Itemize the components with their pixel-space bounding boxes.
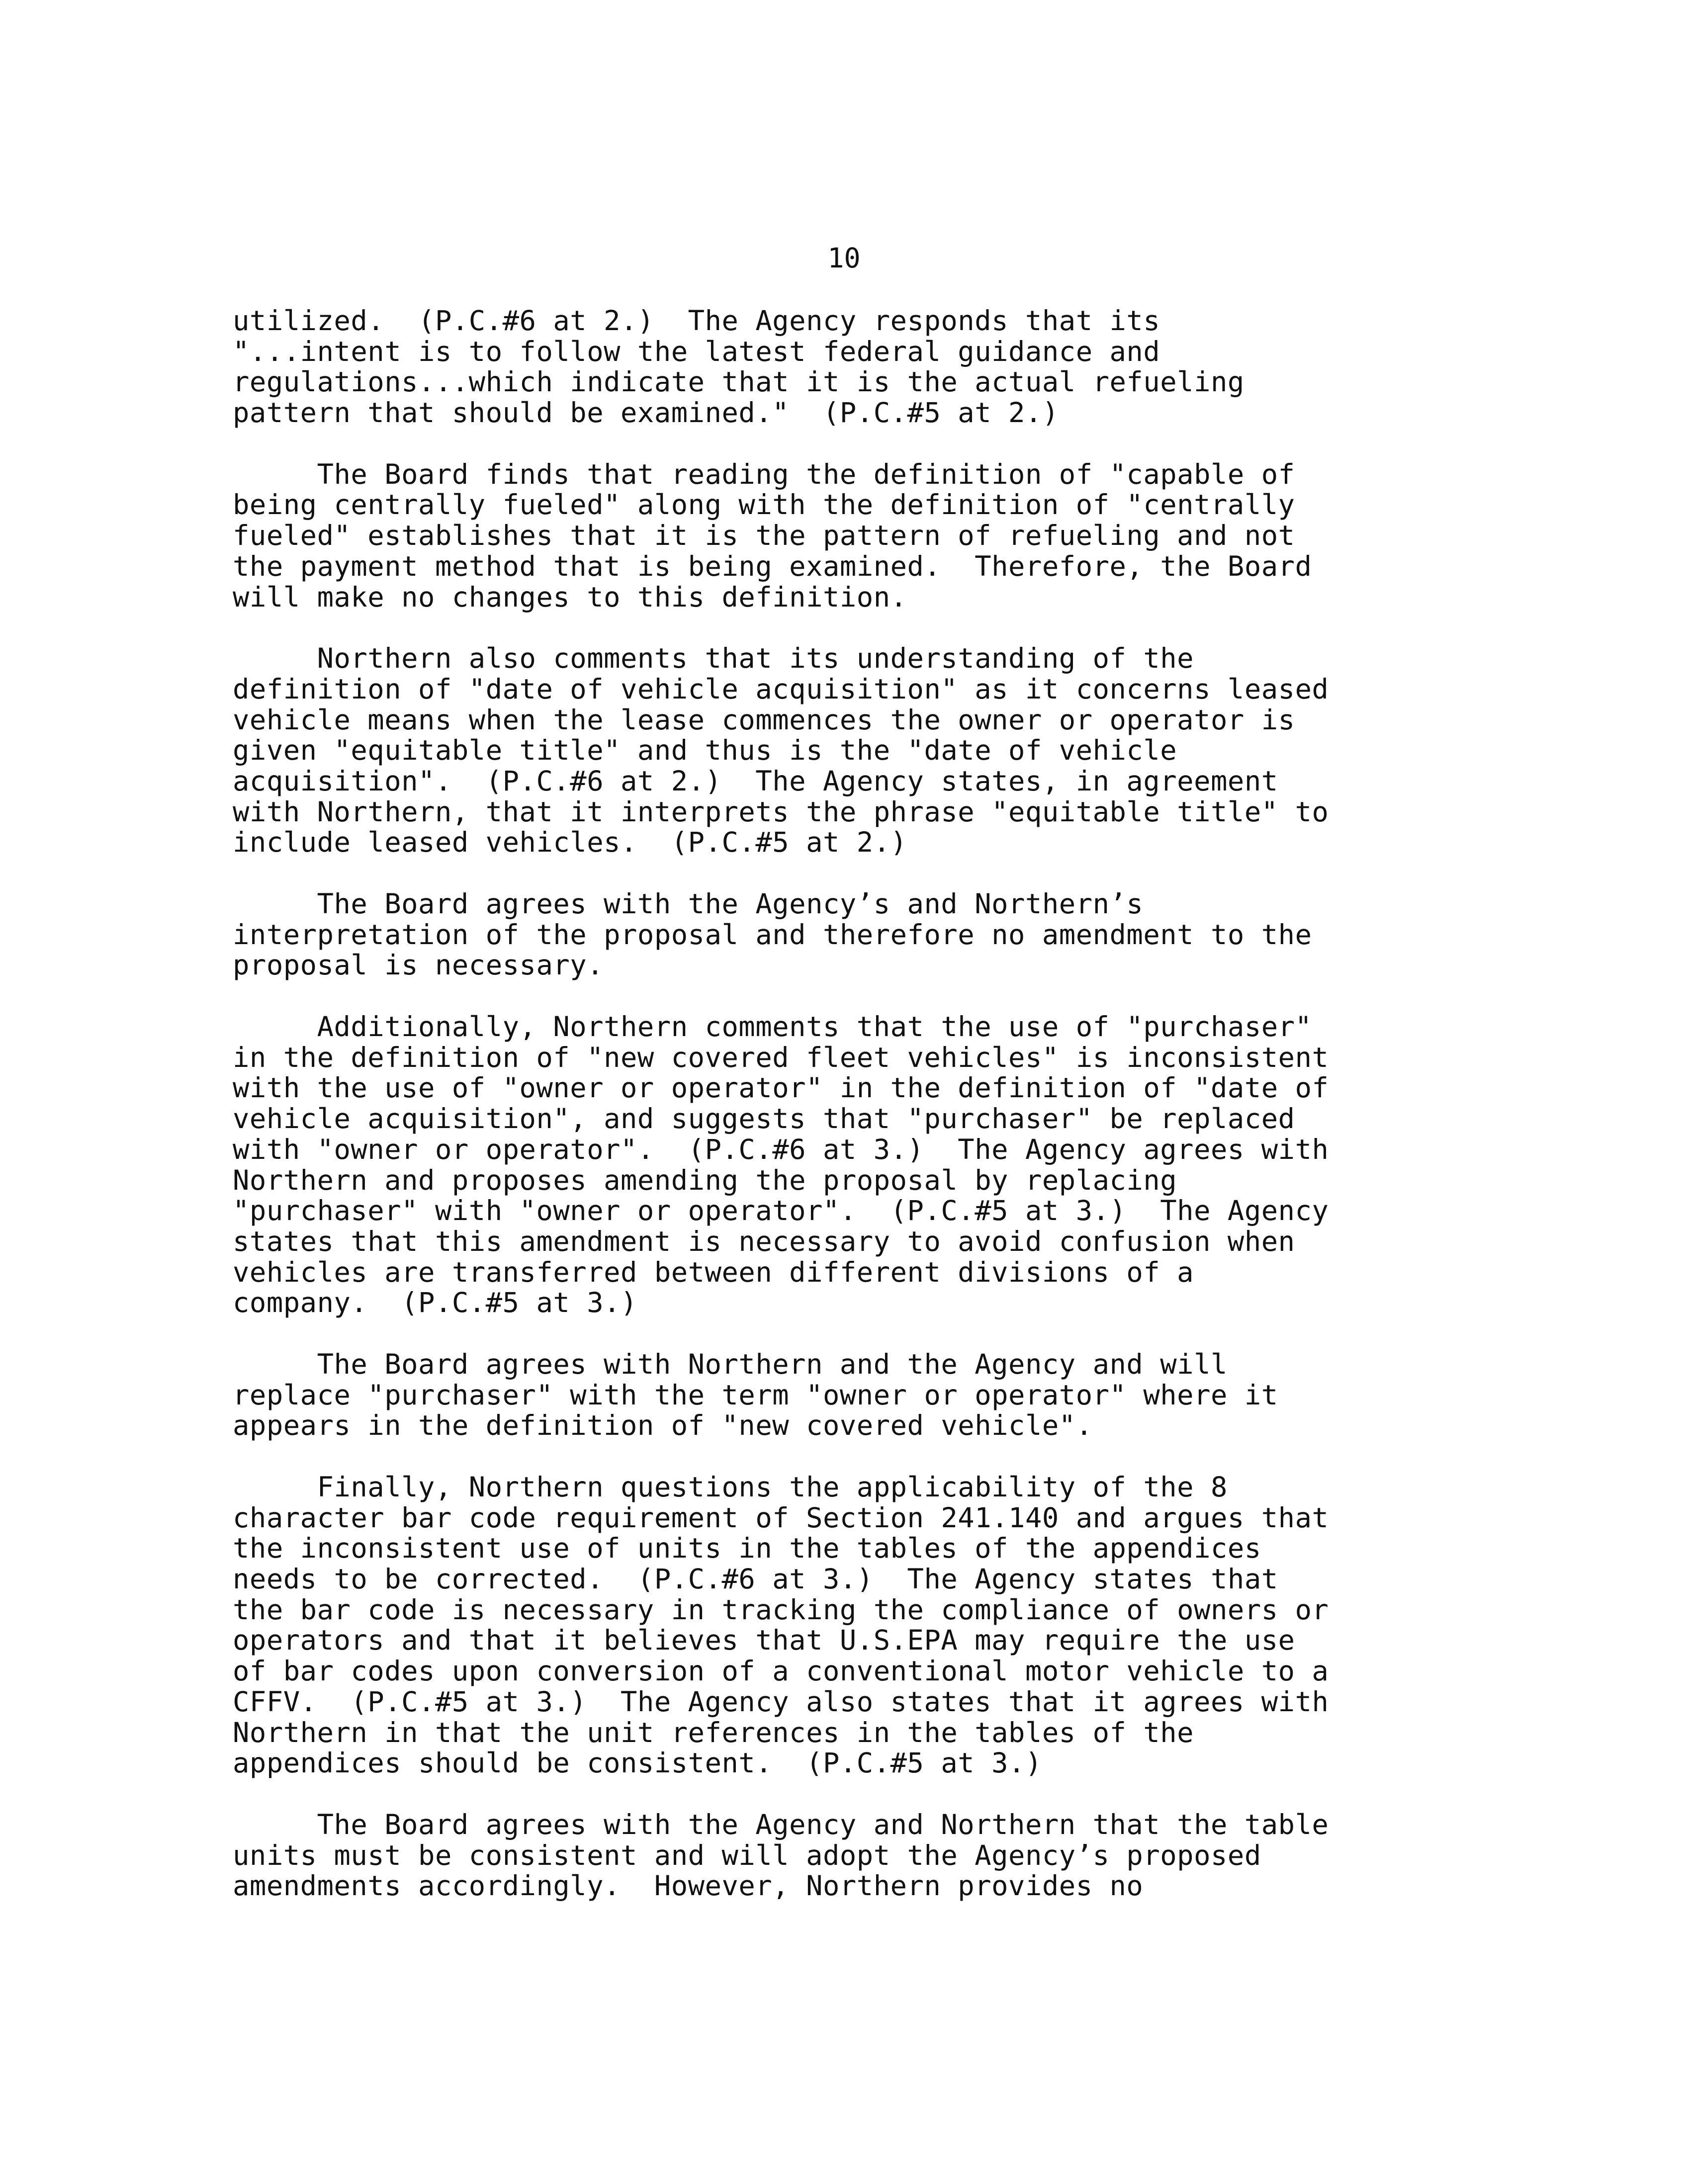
paragraph (233, 1012, 1461, 1318)
text-line: Northern and proposes amending the proposal by replacing (233, 1164, 1177, 1197)
text-line: with "owner or operator". (P.C.#6 at 3.) The Agency agrees with (233, 1133, 1329, 1166)
text-line: utilized. (P.C.#6 at 2.) The Agency responds that its (233, 305, 1160, 337)
text-line: Finally, Northern questions the applicability of the 8 (233, 1471, 1228, 1503)
paragraph (233, 459, 1461, 612)
text-line: vehicle means when the lease commences the owner or operator is (233, 703, 1295, 736)
text-line: vehicles are transferred between different divisions of a (233, 1256, 1194, 1289)
text-line: fueled" establishes that it is the pattern of refueling and not (233, 520, 1295, 552)
text-line: needs to be corrected. (P.C.#6 at 3.) The Agency states that (233, 1563, 1278, 1596)
text-line: Northern also comments that its understanding of the (233, 642, 1194, 675)
text-line: The Board agrees with the Agency’s and Northern’s (233, 888, 1144, 920)
text-line: character bar code requirement of Section 241.140 and argues that (233, 1501, 1329, 1534)
text-line: appears in the definition of "new covered vehicle". (233, 1409, 1093, 1442)
text-line: Northern in that the unit references in the tables of the (233, 1716, 1194, 1749)
paragraph (233, 1349, 1461, 1441)
text-line: The Board finds that reading the definition of "capable of (233, 458, 1295, 491)
text-line: proposal is necessary. (233, 949, 604, 982)
text-line: "purchaser" with "owner or operator". (P.C.#5 at 3.) The Agency (233, 1195, 1329, 1227)
paragraph (233, 306, 1461, 429)
text-line: The Board agrees with Northern and the Agency and will (233, 1348, 1228, 1381)
text-line: Additionally, Northern comments that the use of "purchaser" (233, 1011, 1312, 1044)
text-line: operators and that it believes that U.S.EPA may require the use (233, 1624, 1295, 1657)
text-line: vehicle acquisition", and suggests that "purchaser" be replaced (233, 1103, 1295, 1136)
body-text (233, 306, 1461, 1932)
paragraph (233, 889, 1461, 981)
text-line: with the use of "owner or operator" in the definition of "date of (233, 1072, 1329, 1105)
text-line: the inconsistent use of units in the tables of the appendices (233, 1532, 1261, 1565)
text-line: given "equitable title" and thus is the "date of vehicle (233, 734, 1177, 767)
text-line: units must be consistent and will adopt the Agency’s proposed (233, 1839, 1261, 1872)
text-line: of bar codes upon conversion of a conventional motor vehicle to a (233, 1655, 1329, 1688)
text-line: being centrally fueled" along with the definition of "centrally (233, 489, 1295, 522)
text-line: states that this amendment is necessary to avoid confusion when (233, 1225, 1295, 1258)
text-line: in the definition of "new covered fleet vehicles" is inconsistent (233, 1041, 1329, 1074)
text-line: appendices should be consistent. (P.C.#5 at 3.) (233, 1747, 1042, 1780)
text-line: CFFV. (P.C.#5 at 3.) The Agency also states that it agrees with (233, 1685, 1329, 1718)
text-line: the bar code is necessary in tracking the compliance of owners or (233, 1593, 1329, 1626)
text-line: regulations...which indicate that it is the actual refueling (233, 366, 1244, 399)
text-line: interpretation of the proposal and therefore no amendment to the (233, 918, 1312, 951)
text-line: will make no changes to this definition. (233, 581, 907, 613)
text-line: company. (P.C.#5 at 3.) (233, 1287, 637, 1319)
text-line: pattern that should be examined." (P.C.#5 at 2.) (233, 397, 1059, 430)
paragraph (233, 1472, 1461, 1779)
text-line: replace "purchaser" with the term "owner or operator" where it (233, 1379, 1278, 1411)
text-line: The Board agrees with the Agency and Northern that the table (233, 1808, 1329, 1841)
paragraph (233, 1810, 1461, 1902)
text-line: amendments accordingly. However, Northern provides no (233, 1870, 1144, 1903)
text-line: definition of "date of vehicle acquisition" as it concerns leased (233, 673, 1329, 705)
text-line: "...intent is to follow the latest federal guidance and (233, 335, 1160, 368)
paragraph (233, 643, 1461, 858)
text-line: with Northern, that it interprets the phrase "equitable title" to (233, 795, 1329, 828)
text-line: acquisition". (P.C.#6 at 2.) The Agency states, in agreement (233, 765, 1278, 797)
page-number: 10 (827, 242, 861, 274)
text-line: the payment method that is being examined. Therefore, the Board (233, 550, 1312, 583)
text-line: include leased vehicles. (P.C.#5 at 2.) (233, 826, 907, 859)
